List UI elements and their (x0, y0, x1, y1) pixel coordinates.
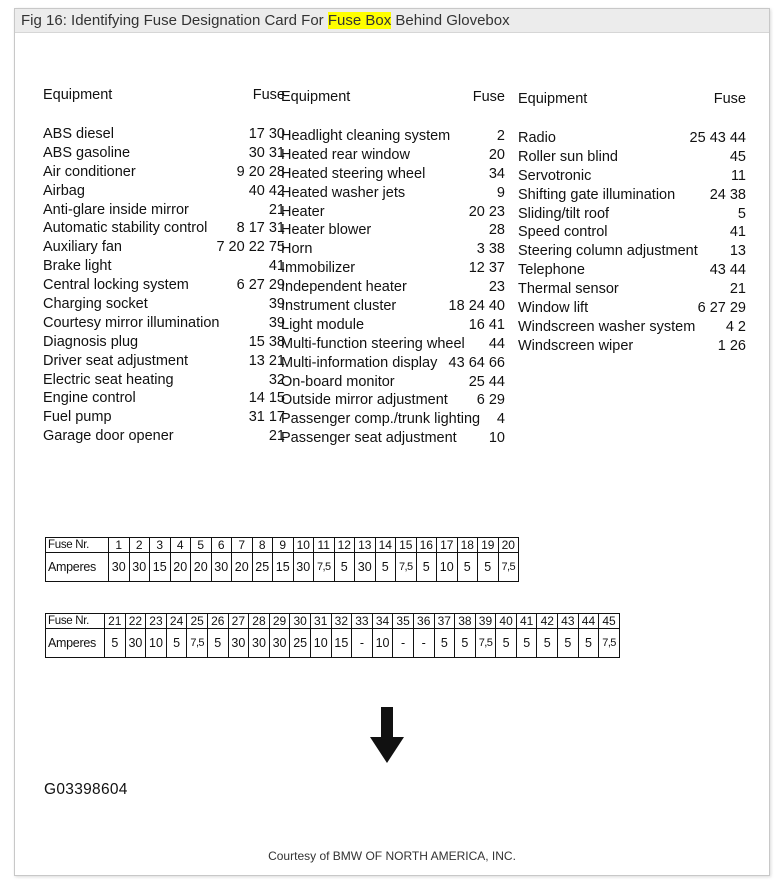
fuse-nr-label: Fuse Nr. (46, 614, 105, 629)
amperes-label: Amperes (46, 629, 105, 658)
amperage-cell: 5 (457, 553, 478, 582)
title-text-before: Fig 16: Identifying Fuse Designation Card For (21, 12, 328, 29)
fuse-number-cell: 10 (293, 538, 314, 553)
fuse-number-cell: 5 (191, 538, 212, 553)
equipment-name: Automatic stability control (43, 220, 208, 237)
equipment-name: Immobilizer (281, 260, 356, 277)
fuse-number-cell: 42 (537, 614, 558, 629)
amperage-cell: 30 (228, 629, 249, 658)
fuse-numbers: 23 (488, 279, 505, 296)
courtesy-credit: Courtesy of BMW OF NORTH AMERICA, INC. (268, 849, 516, 863)
amperage-cell: 5 (434, 629, 455, 658)
fuse-number-cell: 21 (105, 614, 126, 629)
amperage-cell: 25 (290, 629, 311, 658)
equipment-row (518, 223, 746, 242)
equipment-name: Heater blower (281, 222, 372, 239)
fuse-numbers: 31 17 (248, 409, 285, 426)
equipment-row (518, 242, 746, 261)
equipment-column-3 (518, 91, 746, 356)
amperage-cell: 5 (578, 629, 599, 658)
equipment-name: Light module (281, 316, 365, 333)
amperage-cell: 7,5 (475, 629, 496, 658)
equipment-name: Auxiliary fan (43, 239, 122, 256)
equipment-row (281, 221, 505, 240)
amperage-cell: 5 (105, 629, 126, 658)
equipment-name: Passenger comp./trunk lighting (281, 411, 481, 428)
equipment-name: Thermal sensor (518, 281, 619, 298)
fuse-number-cell: 43 (558, 614, 579, 629)
fuse-numbers: 8 17 31 (236, 220, 285, 237)
fuse-numbers: 9 (496, 184, 505, 201)
fuse-number-cell: 4 (170, 538, 191, 553)
equipment-name: Instrument cluster (281, 298, 397, 315)
equipment-row (281, 240, 505, 259)
fuse-number-cell: 22 (125, 614, 146, 629)
amperage-cell: 20 (170, 553, 191, 582)
equipment-name: Multi-information display (281, 354, 438, 371)
equipment-name: Outside mirror adjustment (281, 392, 448, 409)
fuse-numbers: 17 30 (248, 126, 285, 142)
equipment-row (518, 318, 746, 337)
equipment-row (281, 335, 505, 354)
amperage-cell: 5 (455, 629, 476, 658)
fuse-number-cell: 44 (578, 614, 599, 629)
fuse-numbers: 24 38 (709, 186, 746, 203)
fuse-numbers: 5 (737, 205, 746, 222)
fuse-numbers: 16 41 (468, 316, 505, 333)
equipment-name: ABS gasoline (43, 144, 131, 161)
equipment-row (518, 148, 746, 167)
amperage-cell: 5 (207, 629, 228, 658)
fuse-numbers: 43 44 (709, 262, 746, 279)
equipment-row (281, 259, 505, 278)
amperage-cell: 30 (125, 629, 146, 658)
fuse-numbers: 12 37 (468, 260, 505, 277)
amperage-cell: 7,5 (187, 629, 208, 658)
equipment-row (43, 295, 285, 314)
fuse-numbers: 32 (268, 371, 285, 388)
amperage-cell: 5 (496, 629, 517, 658)
equipment-row (43, 352, 285, 371)
amperage-cell: 30 (355, 553, 376, 582)
fuse-number-cell: 31 (310, 614, 331, 629)
equipment-row (281, 297, 505, 316)
equipment-row (281, 165, 505, 184)
amperage-cell: 7,5 (599, 629, 620, 658)
fuse-number-cell: 37 (434, 614, 455, 629)
equipment-row (281, 410, 505, 429)
fuse-numbers: 21 (729, 281, 746, 298)
fuse-numbers: 21 (268, 201, 285, 218)
fuse-amperage-table-2 (45, 613, 620, 658)
equipment-name: Windscreen wiper (518, 337, 634, 354)
fuse-number-cell: 45 (599, 614, 620, 629)
equipment-row (518, 337, 746, 356)
fuse-numbers: 20 23 (468, 203, 505, 220)
equipment-column-2 (281, 89, 505, 448)
fuse-numbers: 10 (488, 430, 505, 447)
fuse-numbers: 11 (730, 167, 746, 184)
equipment-name: Shifting gate illumination (518, 186, 676, 203)
equipment-row (518, 299, 746, 318)
fuse-numbers: 34 (488, 165, 505, 182)
fuse-number-cell: 15 (396, 538, 417, 553)
equipment-name: Courtesy mirror illumination (43, 314, 220, 331)
amperage-cell: 15 (331, 629, 352, 658)
equipment-name: ABS diesel (43, 126, 114, 142)
amperage-cell: 10 (372, 629, 393, 658)
amperage-cell: - (413, 629, 434, 658)
fuse-number-cell: 41 (516, 614, 537, 629)
arrow-down-icon (370, 707, 404, 763)
fuse-numbers: 7 20 22 75 (216, 239, 285, 256)
equipment-header: Equipment (43, 87, 113, 103)
fuse-number-cell: 39 (475, 614, 496, 629)
fuse-numbers: 2 (496, 128, 505, 144)
amperes-row (46, 629, 620, 658)
equipment-row (281, 203, 505, 222)
equipment-row (281, 373, 505, 392)
fuse-number-row (46, 538, 519, 553)
equipment-row (518, 129, 746, 148)
fuse-number-cell: 25 (187, 614, 208, 629)
equipment-name: Speed control (518, 224, 608, 241)
equipment-name: Charging socket (43, 296, 148, 313)
fuse-number-cell: 3 (150, 538, 171, 553)
fuse-number-cell: 1 (109, 538, 130, 553)
equipment-name: Diagnosis plug (43, 333, 139, 350)
fuse-header: Fuse (252, 87, 285, 103)
fuse-number-row (46, 614, 620, 629)
amperage-cell: 25 (252, 553, 273, 582)
fuse-number-cell: 34 (372, 614, 393, 629)
amperage-cell: 30 (249, 629, 270, 658)
equipment-name: Central locking system (43, 277, 189, 294)
amperage-cell: 5 (558, 629, 579, 658)
amperage-cell: - (352, 629, 373, 658)
equipment-row (43, 125, 285, 144)
equipment-name: Driver seat adjustment (43, 352, 189, 369)
title-text-after: Behind Glovebox (391, 12, 510, 29)
fuse-number-cell: 19 (478, 538, 499, 553)
equipment-row (518, 186, 746, 205)
equipment-row (43, 371, 285, 390)
card-code: G03398604 (44, 781, 128, 798)
column-header (281, 89, 505, 127)
equipment-row (281, 391, 505, 410)
equipment-row (518, 167, 746, 186)
equipment-name: Headlight cleaning system (281, 128, 451, 144)
fuse-numbers: 39 (268, 296, 285, 313)
amperage-cell: 7,5 (396, 553, 417, 582)
fuse-number-cell: 29 (269, 614, 290, 629)
equipment-name: Heater (281, 203, 325, 220)
fuse-number-cell: 30 (290, 614, 311, 629)
equipment-name: Windscreen washer system (518, 318, 696, 335)
fuse-number-cell: 32 (331, 614, 352, 629)
equipment-row (518, 205, 746, 224)
fuse-number-cell: 24 (166, 614, 187, 629)
fuse-number-cell: 11 (314, 538, 335, 553)
equipment-row (281, 354, 505, 373)
equipment-name: Horn (281, 241, 313, 258)
amperage-cell: - (393, 629, 414, 658)
amperage-cell: 5 (416, 553, 437, 582)
fuse-number-cell: 2 (129, 538, 150, 553)
equipment-name: Multi-function steering wheel (281, 335, 465, 352)
figure-title (15, 9, 769, 33)
amperage-cell: 30 (293, 553, 314, 582)
fuse-numbers: 15 38 (248, 333, 285, 350)
fuse-number-cell: 17 (437, 538, 458, 553)
equipment-row (43, 144, 285, 163)
amperage-cell: 10 (437, 553, 458, 582)
equipment-name: Window lift (518, 300, 589, 317)
fuse-numbers: 1 26 (717, 337, 746, 354)
fuse-number-cell: 27 (228, 614, 249, 629)
equipment-name: Air conditioner (43, 163, 136, 180)
equipment-name: Brake light (43, 258, 112, 275)
fuse-numbers: 21 (268, 428, 285, 445)
equipment-name: Sliding/tilt roof (518, 205, 610, 222)
fuse-numbers: 28 (488, 222, 505, 239)
fuse-numbers: 41 (729, 224, 746, 241)
equipment-name: Passenger seat adjustment (281, 430, 457, 447)
amperage-cell: 20 (191, 553, 212, 582)
equipment-row (43, 201, 285, 220)
amperage-cell: 5 (537, 629, 558, 658)
fuse-number-cell: 13 (355, 538, 376, 553)
equipment-row (518, 280, 746, 299)
fuse-numbers: 3 38 (476, 241, 505, 258)
equipment-name: Anti-glare inside mirror (43, 201, 189, 218)
fuse-number-cell: 23 (146, 614, 167, 629)
fuse-number-cell: 33 (352, 614, 373, 629)
equipment-row (43, 182, 285, 201)
amperage-cell: 15 (273, 553, 294, 582)
fuse-number-cell: 6 (211, 538, 232, 553)
fuse-numbers: 4 2 (725, 318, 746, 335)
fuse-header: Fuse (472, 89, 505, 105)
amperage-cell: 15 (150, 553, 171, 582)
equipment-name: Roller sun blind (518, 148, 618, 165)
fuse-numbers: 45 (729, 148, 746, 165)
column-header (43, 87, 285, 125)
fuse-number-cell: 16 (416, 538, 437, 553)
equipment-row (43, 219, 285, 238)
equipment-row (518, 261, 746, 280)
fuse-number-cell: 20 (498, 538, 519, 553)
figure-frame (14, 8, 770, 876)
amperage-cell: 30 (109, 553, 130, 582)
equipment-name: Garage door opener (43, 428, 174, 445)
fuse-numbers: 13 (729, 243, 746, 260)
equipment-column-1 (43, 87, 285, 446)
equipment-row (281, 316, 505, 335)
fuse-number-cell: 28 (249, 614, 270, 629)
fuse-numbers: 44 (488, 335, 505, 352)
amperage-cell: 10 (310, 629, 331, 658)
fuse-nr-label: Fuse Nr. (46, 538, 109, 553)
amperage-cell: 30 (211, 553, 232, 582)
fuse-numbers: 40 42 (248, 182, 285, 199)
fuse-number-cell: 14 (375, 538, 396, 553)
equipment-row (43, 389, 285, 408)
amperage-cell: 5 (334, 553, 355, 582)
equipment-name: Airbag (43, 182, 85, 199)
fuse-numbers: 25 43 44 (689, 130, 746, 146)
equipment-name: Engine control (43, 390, 136, 407)
amperage-cell: 5 (516, 629, 537, 658)
amperage-cell: 5 (375, 553, 396, 582)
equipment-row (281, 278, 505, 297)
equipment-name: Heated washer jets (281, 184, 406, 201)
equipment-row (281, 184, 505, 203)
fuse-numbers: 6 27 29 (236, 277, 285, 294)
title-highlight: Fuse Box (327, 12, 392, 29)
equipment-name: Steering column adjustment (518, 243, 698, 260)
equipment-header: Equipment (518, 91, 588, 107)
equipment-header: Equipment (281, 89, 351, 105)
amperage-cell: 30 (269, 629, 290, 658)
equipment-name: Fuel pump (43, 409, 112, 426)
fuse-number-cell: 9 (273, 538, 294, 553)
equipment-row (43, 238, 285, 257)
fuse-numbers: 6 27 29 (697, 300, 746, 317)
equipment-row (43, 276, 285, 295)
amperes-row (46, 553, 519, 582)
fuse-numbers: 9 20 28 (236, 163, 285, 180)
equipment-row (43, 163, 285, 182)
fuse-number-cell: 36 (413, 614, 434, 629)
fuse-number-cell: 40 (496, 614, 517, 629)
fuse-numbers: 41 (268, 258, 285, 275)
amperage-cell: 20 (232, 553, 253, 582)
equipment-name: On-board monitor (281, 373, 395, 390)
fuse-numbers: 30 31 (248, 144, 285, 161)
fuse-number-cell: 12 (334, 538, 355, 553)
amperage-cell: 5 (166, 629, 187, 658)
fuse-number-cell: 26 (207, 614, 228, 629)
fuse-numbers: 20 (488, 146, 505, 163)
fuse-numbers: 4 (496, 411, 505, 428)
equipment-row (281, 146, 505, 165)
equipment-name: Electric seat heating (43, 371, 174, 388)
equipment-row (43, 314, 285, 333)
fuse-number-cell: 8 (252, 538, 273, 553)
column-header (518, 91, 746, 129)
equipment-row (43, 408, 285, 427)
equipment-name: Heated rear window (281, 146, 410, 163)
amperage-cell: 7,5 (498, 553, 519, 582)
amperage-cell: 10 (146, 629, 167, 658)
fuse-number-cell: 7 (232, 538, 253, 553)
amperage-cell: 7,5 (314, 553, 335, 582)
fuse-numbers: 14 15 (248, 390, 285, 407)
amperes-label: Amperes (46, 553, 109, 582)
fuse-numbers: 39 (268, 314, 285, 331)
fuse-numbers: 6 29 (476, 392, 505, 409)
equipment-row (281, 127, 505, 146)
equipment-name: Heated steering wheel (281, 165, 426, 182)
fuse-number-cell: 18 (457, 538, 478, 553)
fuse-number-cell: 35 (393, 614, 414, 629)
equipment-name: Radio (518, 130, 556, 146)
fuse-numbers: 13 21 (248, 352, 285, 369)
equipment-row (43, 257, 285, 276)
equipment-name: Independent heater (281, 279, 407, 296)
equipment-name: Telephone (518, 262, 585, 279)
equipment-row (43, 333, 285, 352)
fuse-header: Fuse (713, 91, 746, 107)
fuse-number-cell: 38 (455, 614, 476, 629)
fuse-numbers: 43 64 66 (448, 354, 505, 371)
amperage-cell: 30 (129, 553, 150, 582)
equipment-row (43, 427, 285, 446)
equipment-name: Servotronic (518, 167, 592, 184)
fuse-amperage-table-1 (45, 537, 519, 582)
amperage-cell: 5 (478, 553, 499, 582)
equipment-row (281, 429, 505, 448)
fuse-numbers: 18 24 40 (448, 298, 505, 315)
fuse-numbers: 25 44 (468, 373, 505, 390)
